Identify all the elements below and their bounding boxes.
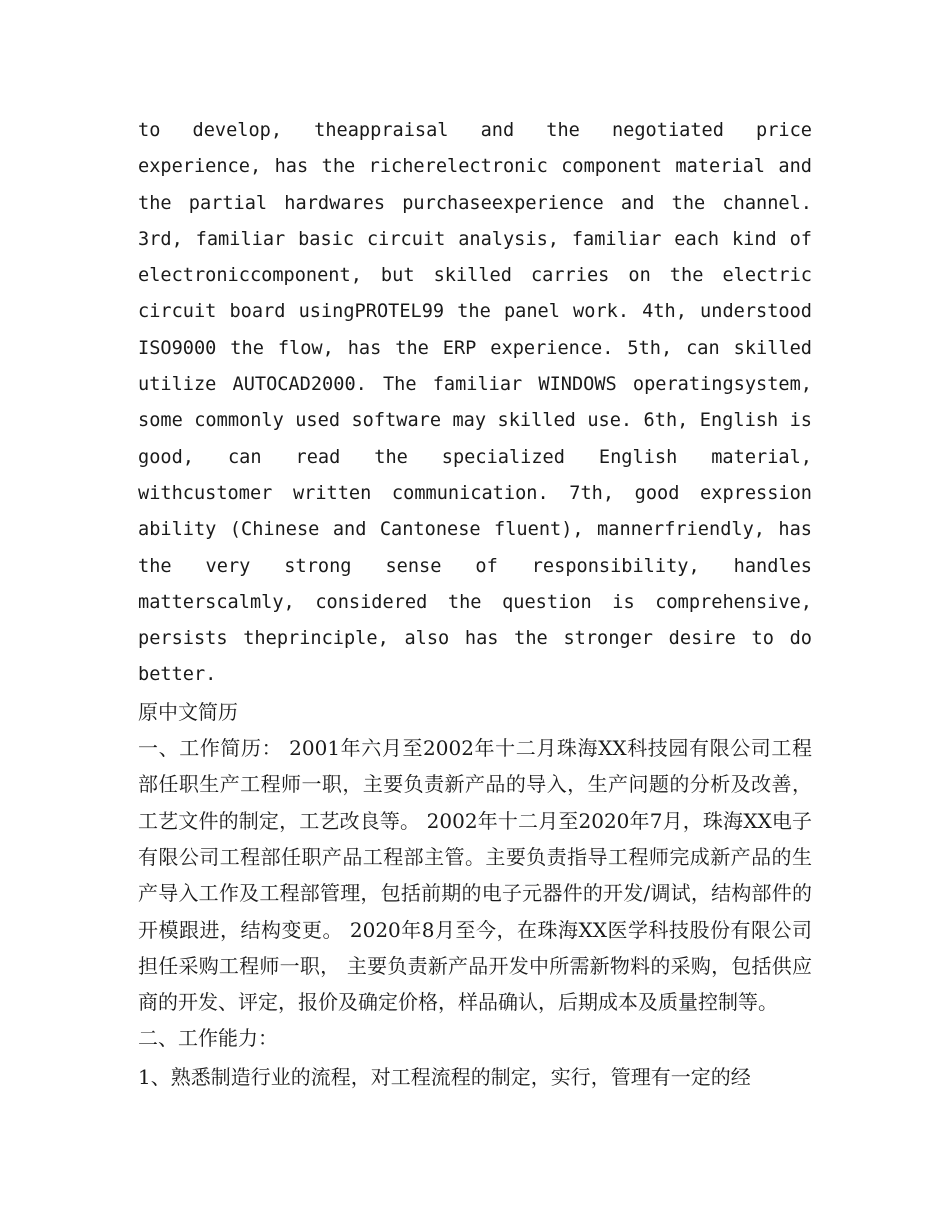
section-title: 原中文简历 xyxy=(138,699,238,724)
ability-heading: 二、工作能力： xyxy=(138,1026,278,1051)
work-history-paragraph: 一、工作简历： 2001年六月至2002年十二月珠海XX科技园有限公司工程部任职生产工程师一职，主要负责新产品的导入，生产问题的分析及改善，工艺文件的制定，工艺改良等。 2002年十二月至2020年7月，珠海XX电子有限公司工程部任职产品工程部主管。主要负责指导工程师完成新产品的生产导入工作及工程部管理，包括前期的电子元器件的开发/调试，结构部件的开模跟进，结构变更。 2020年8月至今，在珠海XX医学科技股份有限公司担任采购工程师一职， 主要负责新产品开发中所需新物料的采购，包括供应商的开发、评定，报价及确定价格，样品确认，后期成本及质量控制等。 xyxy=(138,736,812,1015)
document-page xyxy=(138,113,812,1095)
ability-item-1: 1、熟悉制造行业的流程，对工程流程的制定，实行，管理有一定的经 xyxy=(138,1064,751,1089)
english-resume-paragraph: to develop, theappraisal and the negotiated price experience, has the richerelectronic component material and the partial hardwares purchaseexperience and the channel. 3rd, familiar basic circuit analysis, familiar each kind of electroniccomponent, but skilled carries on the electric circuit board usingPROTEL99 the panel work. 4th, understood ISO9000 the flow, has the ERP experience. 5th, can skilled utilize AUTOCAD2000. The familiar WINDOWS operatingsystem, some commonly used software may skilled use. 6th, English is good, can read the specialized English material, withcustomer written communication. 7th, good expression ability (Chinese and Cantonese fluent), mannerfriendly, has the very strong sense of responsibility, handles matterscalmly, considered the question is comprehensive, persists theprinciple, also has the stronger desire to do better. xyxy=(138,120,812,686)
